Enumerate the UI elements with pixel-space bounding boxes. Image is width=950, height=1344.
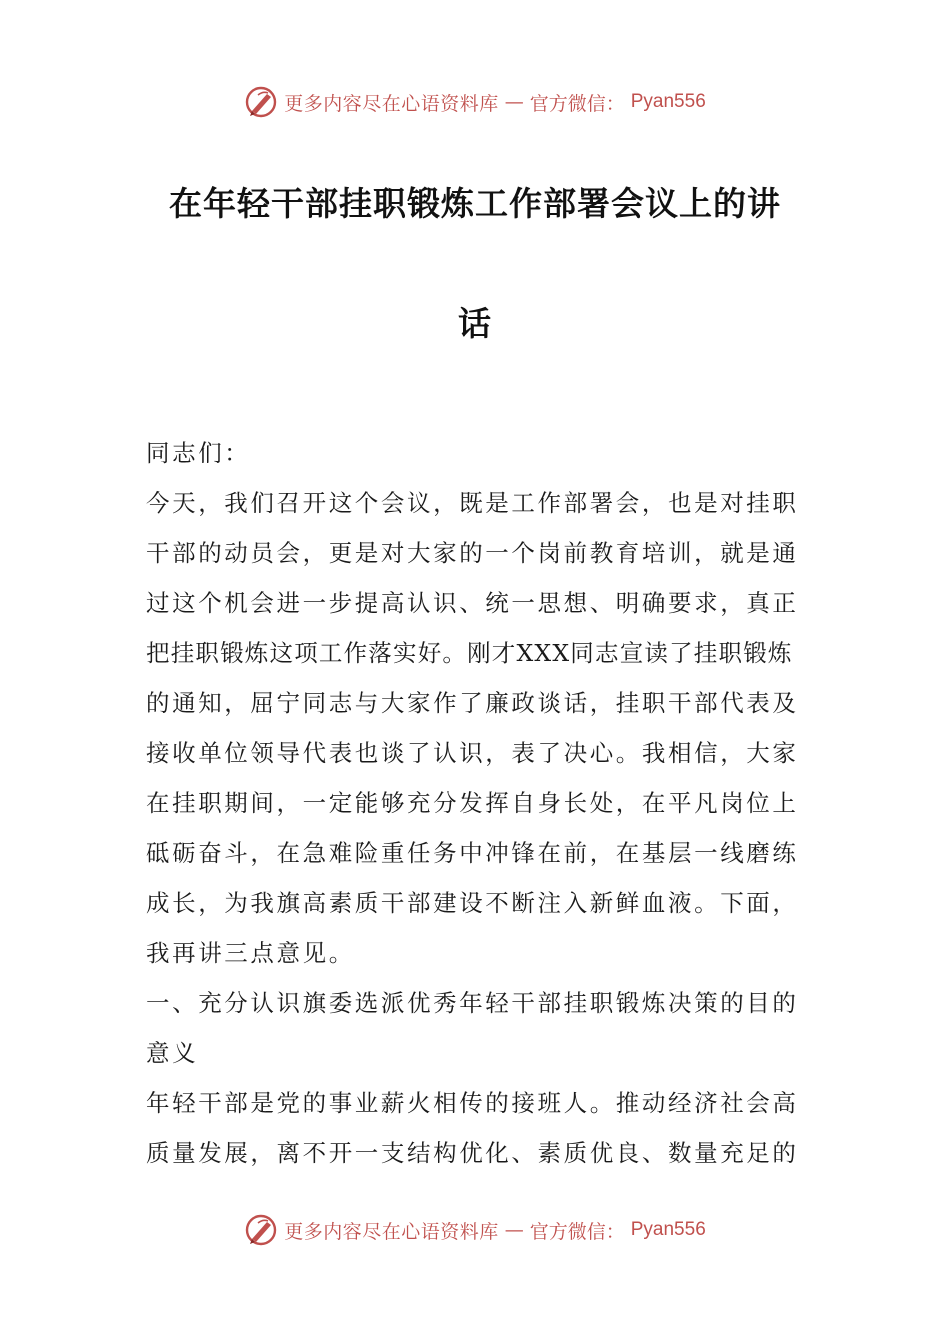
pen-logo-icon bbox=[244, 85, 278, 119]
body-line: 我再讲三点意见。 bbox=[146, 939, 355, 967]
body-line: 年轻干部是党的事业薪火相传的接班人。推动经济社会高 bbox=[146, 1089, 799, 1117]
body-line: 在挂职期间，一定能够充分发挥自身长处，在平凡岗位上 bbox=[146, 789, 799, 817]
banner-wechat-label: 官方微信： bbox=[529, 1220, 625, 1243]
body-line: 接收单位领导代表也谈了认识，表了决心。我相信，大家 bbox=[146, 739, 799, 767]
banner-wechat-id: Pyan556 bbox=[630, 91, 706, 112]
footer-banner bbox=[0, 1210, 950, 1250]
banner-wechat-id: Pyan556 bbox=[630, 1219, 706, 1240]
banner-text: 更多内容尽在心语资料库 bbox=[284, 92, 499, 115]
pen-logo-icon bbox=[244, 1213, 278, 1247]
banner-separator: — bbox=[504, 91, 524, 113]
body-line: 质量发展，离不开一支结构优化、素质优良、数量充足的 bbox=[146, 1139, 799, 1167]
body-line: 干部的动员会，更是对大家的一个岗前教育培训，就是通 bbox=[146, 539, 799, 567]
body-line: 今天，我们召开这个会议，既是工作部署会，也是对挂职 bbox=[146, 489, 799, 517]
body-line: 成长，为我旗高素质干部建设不断注入新鲜血液。下面， bbox=[146, 889, 799, 917]
body-line: 砥砺奋斗，在急难险重任务中冲锋在前，在基层一线磨练 bbox=[146, 839, 799, 867]
header-banner bbox=[0, 82, 950, 122]
banner-wechat-label: 官方微信： bbox=[529, 92, 625, 115]
body-line: 的通知，屈宁同志与大家作了廉政谈话，挂职干部代表及 bbox=[146, 689, 799, 717]
banner-text: 更多内容尽在心语资料库 bbox=[284, 1220, 499, 1243]
document-body bbox=[146, 428, 812, 1178]
body-line: 过这个机会进一步提高认识、统一思想、明确要求，真正 bbox=[146, 589, 799, 617]
banner-separator: — bbox=[504, 1219, 524, 1241]
body-line: 把挂职锻炼这项工作落实好。刚才XXX同志宣读了挂职锻炼 bbox=[146, 639, 793, 667]
body-line: 同志们： bbox=[146, 439, 251, 467]
document-title-line-2: 话 bbox=[458, 304, 492, 343]
section-heading-continued: 意义 bbox=[146, 1039, 199, 1067]
section-heading: 一、充分认识旗委选派优秀年轻干部挂职锻炼决策的目的 bbox=[146, 989, 799, 1017]
document-title-line-1: 在年轻干部挂职锻炼工作部署会议上的讲 bbox=[169, 184, 781, 223]
